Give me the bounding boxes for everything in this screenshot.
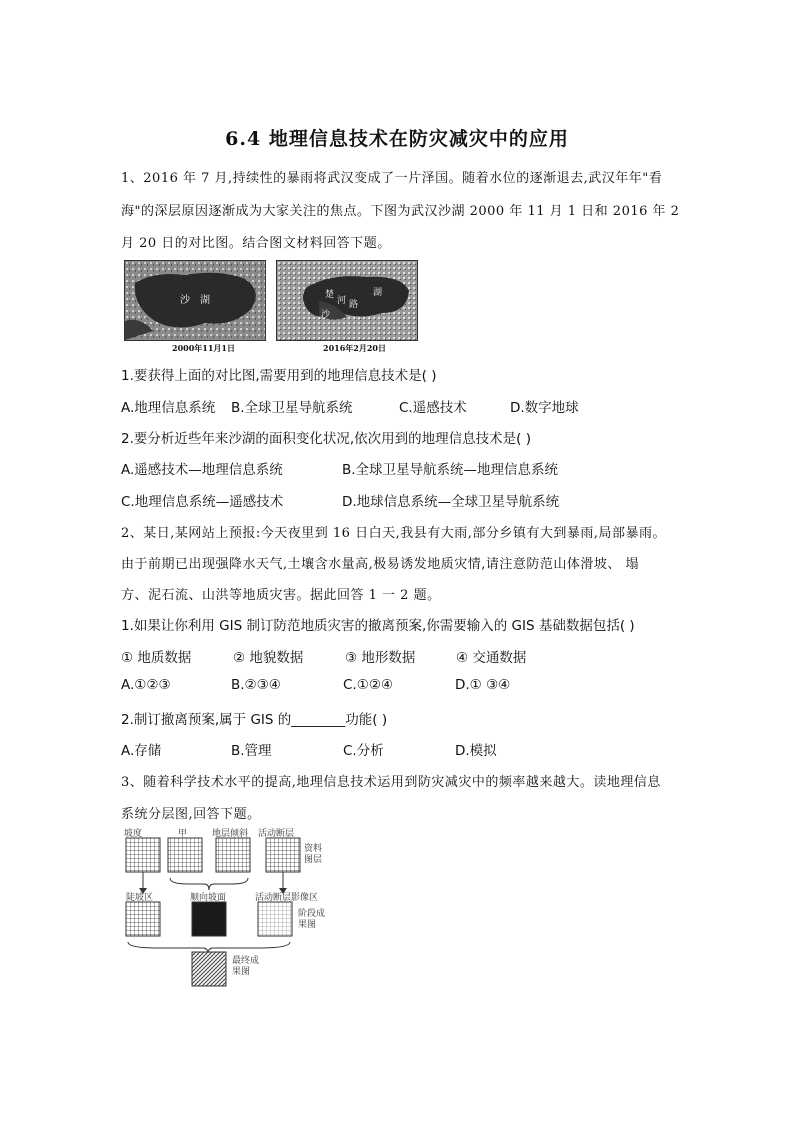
layer-final-grid [192,952,226,986]
s2-q2-option-d[interactable]: D.模拟 [455,743,497,759]
s2-q2-option-c[interactable]: C.分析 [343,743,384,759]
s1-question-1: 1.要获得上面的对比图,需要用到的地理信息技术是( ) [121,368,437,384]
layer-slope-grid [126,838,160,872]
s2-q1-option-d[interactable]: D.① ③④ [455,677,511,693]
s2-q1-option-b[interactable]: B.②③④ [231,677,281,693]
s1-q1-option-a[interactable]: A.地理信息系统 [121,400,216,416]
s2-item-1: ① 地质数据 [121,650,192,666]
s1-q2-option-b[interactable]: B.全球卫星导航系统—地理信息系统 [342,462,559,478]
diagram-label-final-result: 最终成 果图 [232,956,260,977]
s1-q2-option-c[interactable]: C.地理信息系统—遥感技术 [121,494,284,510]
s2-question-1: 1.如果让你利用 GIS 制订防范地质灾害的撤离预案,你需要输入的 GIS 基础数据包括( ) [121,618,635,634]
photo-right-caption: 2016年2月20日 [323,343,386,353]
s1-q1-option-b[interactable]: B.全球卫星导航系统 [231,400,353,416]
layer-jia-grid [168,838,202,872]
page-title: 6.4 地理信息技术在防灾减灾中的应用 [225,128,569,150]
s1-q2-option-d[interactable]: D.地球信息系统—全球卫星导航系统 [342,494,560,510]
photo-left-caption: 2000年11月1日 [172,343,235,353]
s2-q1-option-a[interactable]: A.①②③ [121,677,171,693]
photo-2016 [276,260,418,341]
s2-item-3: ③ 地形数据 [345,650,416,666]
diagram-label-strata: 地层倾斜 [212,829,249,839]
s1-text-line2: 海"的深层原因逐渐成为大家关注的焦点。下图为武汉沙湖 2000 年 11 月 1 日和 2016 年 2 [121,204,680,219]
s2-text-line2: 由于前期已出现强降水天气,土壤含水量高,极易诱发地质灾情,请注意防范山体滑坡、 塌 [121,557,640,572]
s1-q2-option-a[interactable]: A.遥感技术—地理信息系统 [121,462,283,478]
diagram-label-steep: 陡坡区 [126,893,154,903]
layer-strata-grid [216,838,250,872]
photo-right-label2: 河 [337,296,347,306]
s1-text-line1: 1、2016 年 7 月,持续性的暴雨将武汉变成了一片泽国。随着水位的逐渐退去,武汉年年"看 [121,171,663,186]
s3-text-line1: 3、随着科学技术水平的提高,地理信息技术运用到防灾减灾中的频率越来越大。读地理信息 [121,775,661,790]
photo-right-label5: 路 [349,300,359,310]
layer-fault-grid [266,838,300,872]
s2-text-line3: 方、泥石流、山洪等地质灾害。据此回答 1 一 2 题。 [121,588,441,603]
layer-fault-image-grid [258,902,292,936]
photo-left-label1: 沙 [180,295,190,306]
diagram-label-fault-image: 活动断层影像区 [255,893,319,903]
diagram-label-slope: 坡度 [124,829,143,839]
layer-dip-slope-block [192,902,226,936]
diagram-label-dip: 顺向坡面 [190,893,227,903]
s2-item-2: ② 地貌数据 [233,650,304,666]
photo-right-label4: 沙 [321,310,331,320]
s3-text-line2: 系统分层图,回答下题。 [121,807,261,822]
diagram-label-fault: 活动断层 [258,829,295,839]
s2-q2-option-b[interactable]: B.管理 [231,743,272,759]
s2-question-2: 2.制订撤离预案,属于 GIS 的________功能( ) [121,712,388,728]
s2-q1-option-c[interactable]: C.①②④ [343,677,394,693]
s2-text-line1: 2、某日,某网站上预报:今天夜里到 16 日白天,我县有大雨,部分乡镇有大到暴雨,局部暴雨。 [121,526,666,541]
diagram-label-data-layer: 资料 图层 [304,844,323,865]
s1-q1-option-d[interactable]: D.数字地球 [510,400,579,416]
photo-left-label2: 湖 [200,295,210,306]
s1-q1-option-c[interactable]: C.遥感技术 [399,400,467,416]
s1-text-line3: 月 20 日的对比图。结合图文材料回答下题。 [121,236,391,251]
diagram-label-stage-result: 阶段成 果图 [298,909,326,930]
s2-item-4: ④ 交通数据 [456,650,527,666]
s1-question-2: 2.要分析近些年来沙湖的面积变化状况,依次用到的地理信息技术是( ) [121,431,531,447]
s2-q2-option-a[interactable]: A.存储 [121,743,162,759]
diagram-label-jia: 甲 [178,829,188,839]
photo-right-label1: 楚 [325,290,335,300]
photo-right-label3: 湖 [373,288,383,298]
photo-2000 [124,260,266,341]
layer-steep-slope-grid [126,902,160,936]
